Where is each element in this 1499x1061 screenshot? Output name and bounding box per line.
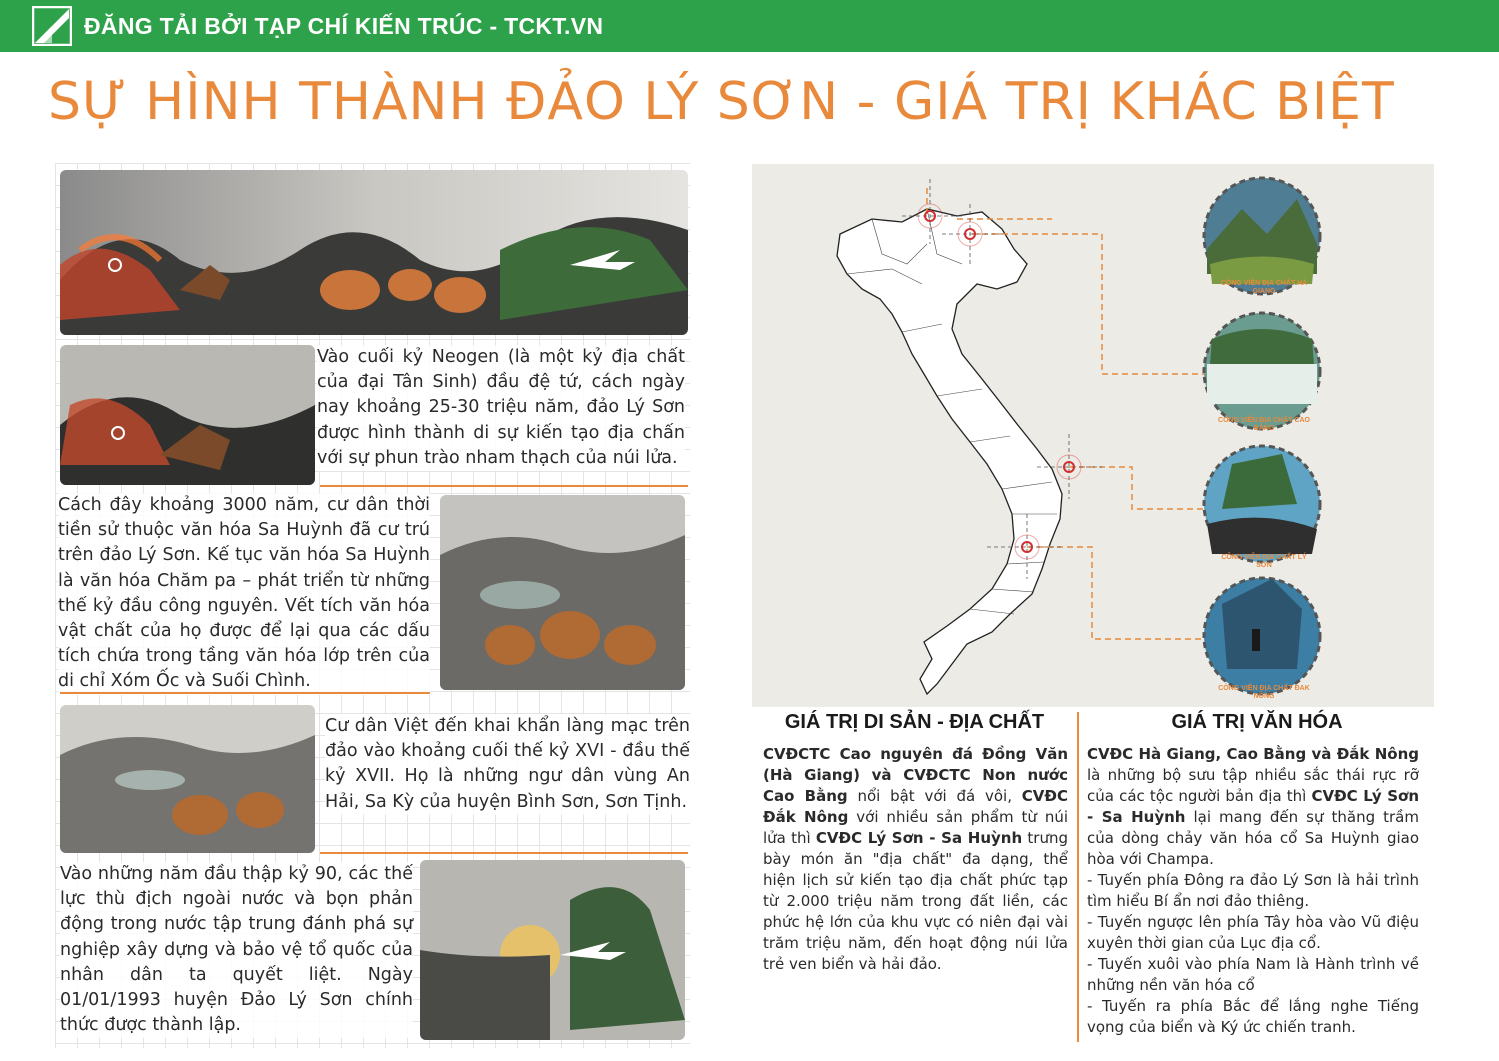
text-segment: với nhiều sản phẩm từ núi lửa thì: [763, 808, 1068, 847]
divider-line: [60, 692, 430, 694]
sa-huynh-illustration: [440, 495, 685, 690]
route-north: - Tuyến ra phía Bắc để lắng nghe Tiếng vọng của biển và Ký ức chiến tranh.: [1087, 997, 1419, 1036]
island-sunset-illustration: [420, 860, 685, 1040]
geopark-ly-son-sa-huynh: CVĐC Lý Sơn - Sa Huỳnh: [1087, 787, 1419, 826]
geopark-group: CVĐC Hà Giang, Cao Bằng và Đắk Nông: [1087, 745, 1419, 763]
paragraph-viet-settlers: Cư dân Việt đến khai khẩn làng mạc trên đảo vào khoảng cuối thế kỷ XVI - đầu thế kỷ XVII. Họ là những ngư dân vùng An Hải, Sa Kỳ của huyện Bình Sơn, Sơn Tịnh.: [325, 714, 690, 815]
volcano-illustration: [60, 345, 315, 485]
text-segment: lại mang đến sự thăng trầm của dòng chảy văn hóa cổ Sa Huỳnh giao hòa với Champa.: [1087, 808, 1419, 868]
page-title: SỰ HÌNH THÀNH ĐẢO LÝ SƠN - GIÁ TRỊ KHÁC BIỆT: [48, 72, 1395, 132]
geopark-dong-van-non-nuoc: CVĐCTC Cao nguyên đá Đồng Văn (Hà Giang) và CVĐCTC Non nước Cao Bằng: [763, 745, 1068, 805]
paragraph-sa-huynh: Cách đây khoảng 3000 năm, cư dân thời tiền sử thuộc văn hóa Sa Huỳnh đã cư trú trên đảo Lý Sơn. Kế tục văn hóa Sa Huỳnh là văn hóa Chăm pa – phát triển từ những thế kỷ đầu công nguyên. Vết tích văn hóa vật chất của họ được để lại qua các dấu tích chứa trong tầng văn hóa lớp trên của di chỉ Xóm Ốc và Suối Chình.: [58, 493, 430, 695]
geopark-ly-son-sa-huynh: CVĐC Lý Sơn - Sa Huỳnh: [815, 829, 1023, 847]
tckt-logo-icon: [32, 6, 72, 46]
circle-label-cao-bang: CÔNG VIÊN ĐỊA CHẤT CAO BẰNG: [1218, 417, 1310, 432]
circle-label-ly-son: CÔNG VIÊN ĐỊA CHẤT LÝ SƠN: [1221, 554, 1307, 569]
text-segment: là những bộ sưu tập nhiều sắc thái rực rỡ của các tộc người bản địa thì: [1087, 766, 1419, 805]
route-south: - Tuyến xuôi vào phía Nam là Hành trình về những nền văn hóa cổ: [1087, 955, 1419, 994]
paragraph-neogen: Vào cuối kỷ Neogen (là một kỷ địa chất của đại Tân Sinh) đầu đệ tứ, cách ngày nay khoảng 25-30 triệu năm, đảo Lý Sơn được hình thành di sự kiến tạo địa chấn với sự phun trào nham thạch của núi lửa.: [317, 345, 685, 471]
divider-line: [320, 852, 688, 854]
top-banner: [0, 0, 1499, 52]
route-east: - Tuyến phía Đông ra đảo Lý Sơn là hải trình tìm hiểu Bí ẩn nơi đảo thiêng.: [1087, 871, 1419, 910]
column-divider: [1077, 712, 1079, 1042]
paragraph-establishment: Vào những năm đầu thập kỷ 90, các thế lực thù địch ngoài nước và bọn phản động trong nước tập trung đánh phá sự nghiệp xây dựng và bảo vệ tổ quốc của nhân dân ta quyết liệt. Ngày 01/01/1993 huyện Đảo Lý Sơn chính thức được thành lập.: [60, 862, 413, 1038]
divider-line: [320, 485, 688, 487]
panorama-illustration: [60, 170, 688, 335]
viet-settlers-illustration: [60, 705, 315, 853]
vietnam-geopark-map: [752, 164, 1434, 707]
heading-cultural-value: GIÁ TRỊ VĂN HÓA: [1171, 711, 1343, 733]
circle-label-ha-giang: CÔNG VIÊN ĐỊA CHẤT HÀ GIANG: [1220, 280, 1308, 295]
vietnam-map-icon: [752, 164, 1434, 707]
heading-geological-value: GIÁ TRỊ DI SẢN - ĐỊA CHẤT: [784, 711, 1045, 733]
circle-label-dak-nong: CÔNG VIÊN ĐỊA CHẤT ĐAK NÔNG: [1218, 685, 1310, 700]
geopark-dak-nong: CVĐC Đắk Nông: [763, 787, 1068, 826]
geological-value-text: [763, 744, 1068, 975]
text-segment: trưng bày món ăn "địa chất" đa dạng, thể hiện lịch sử kiến tạo địa chất phức tạp từ 2.000 triệu năm trong đất liền, các phức hệ lớn của khu vực có niên đại vài trăm triệu năm, đến hoạt động núi lửa trẻ ven biển và hải đảo.: [763, 829, 1068, 973]
cultural-value-text: [1087, 744, 1419, 1038]
banner-title: ĐĂNG TẢI BỞI TẠP CHÍ KIẾN TRÚC - TCKT.VN: [84, 12, 604, 39]
text-segment: nổi bật với đá vôi,: [847, 787, 1022, 805]
route-west: - Tuyến ngược lên phía Tây hòa vào Vũ điệu xuyên thời gian của Lục địa cổ.: [1087, 913, 1419, 952]
